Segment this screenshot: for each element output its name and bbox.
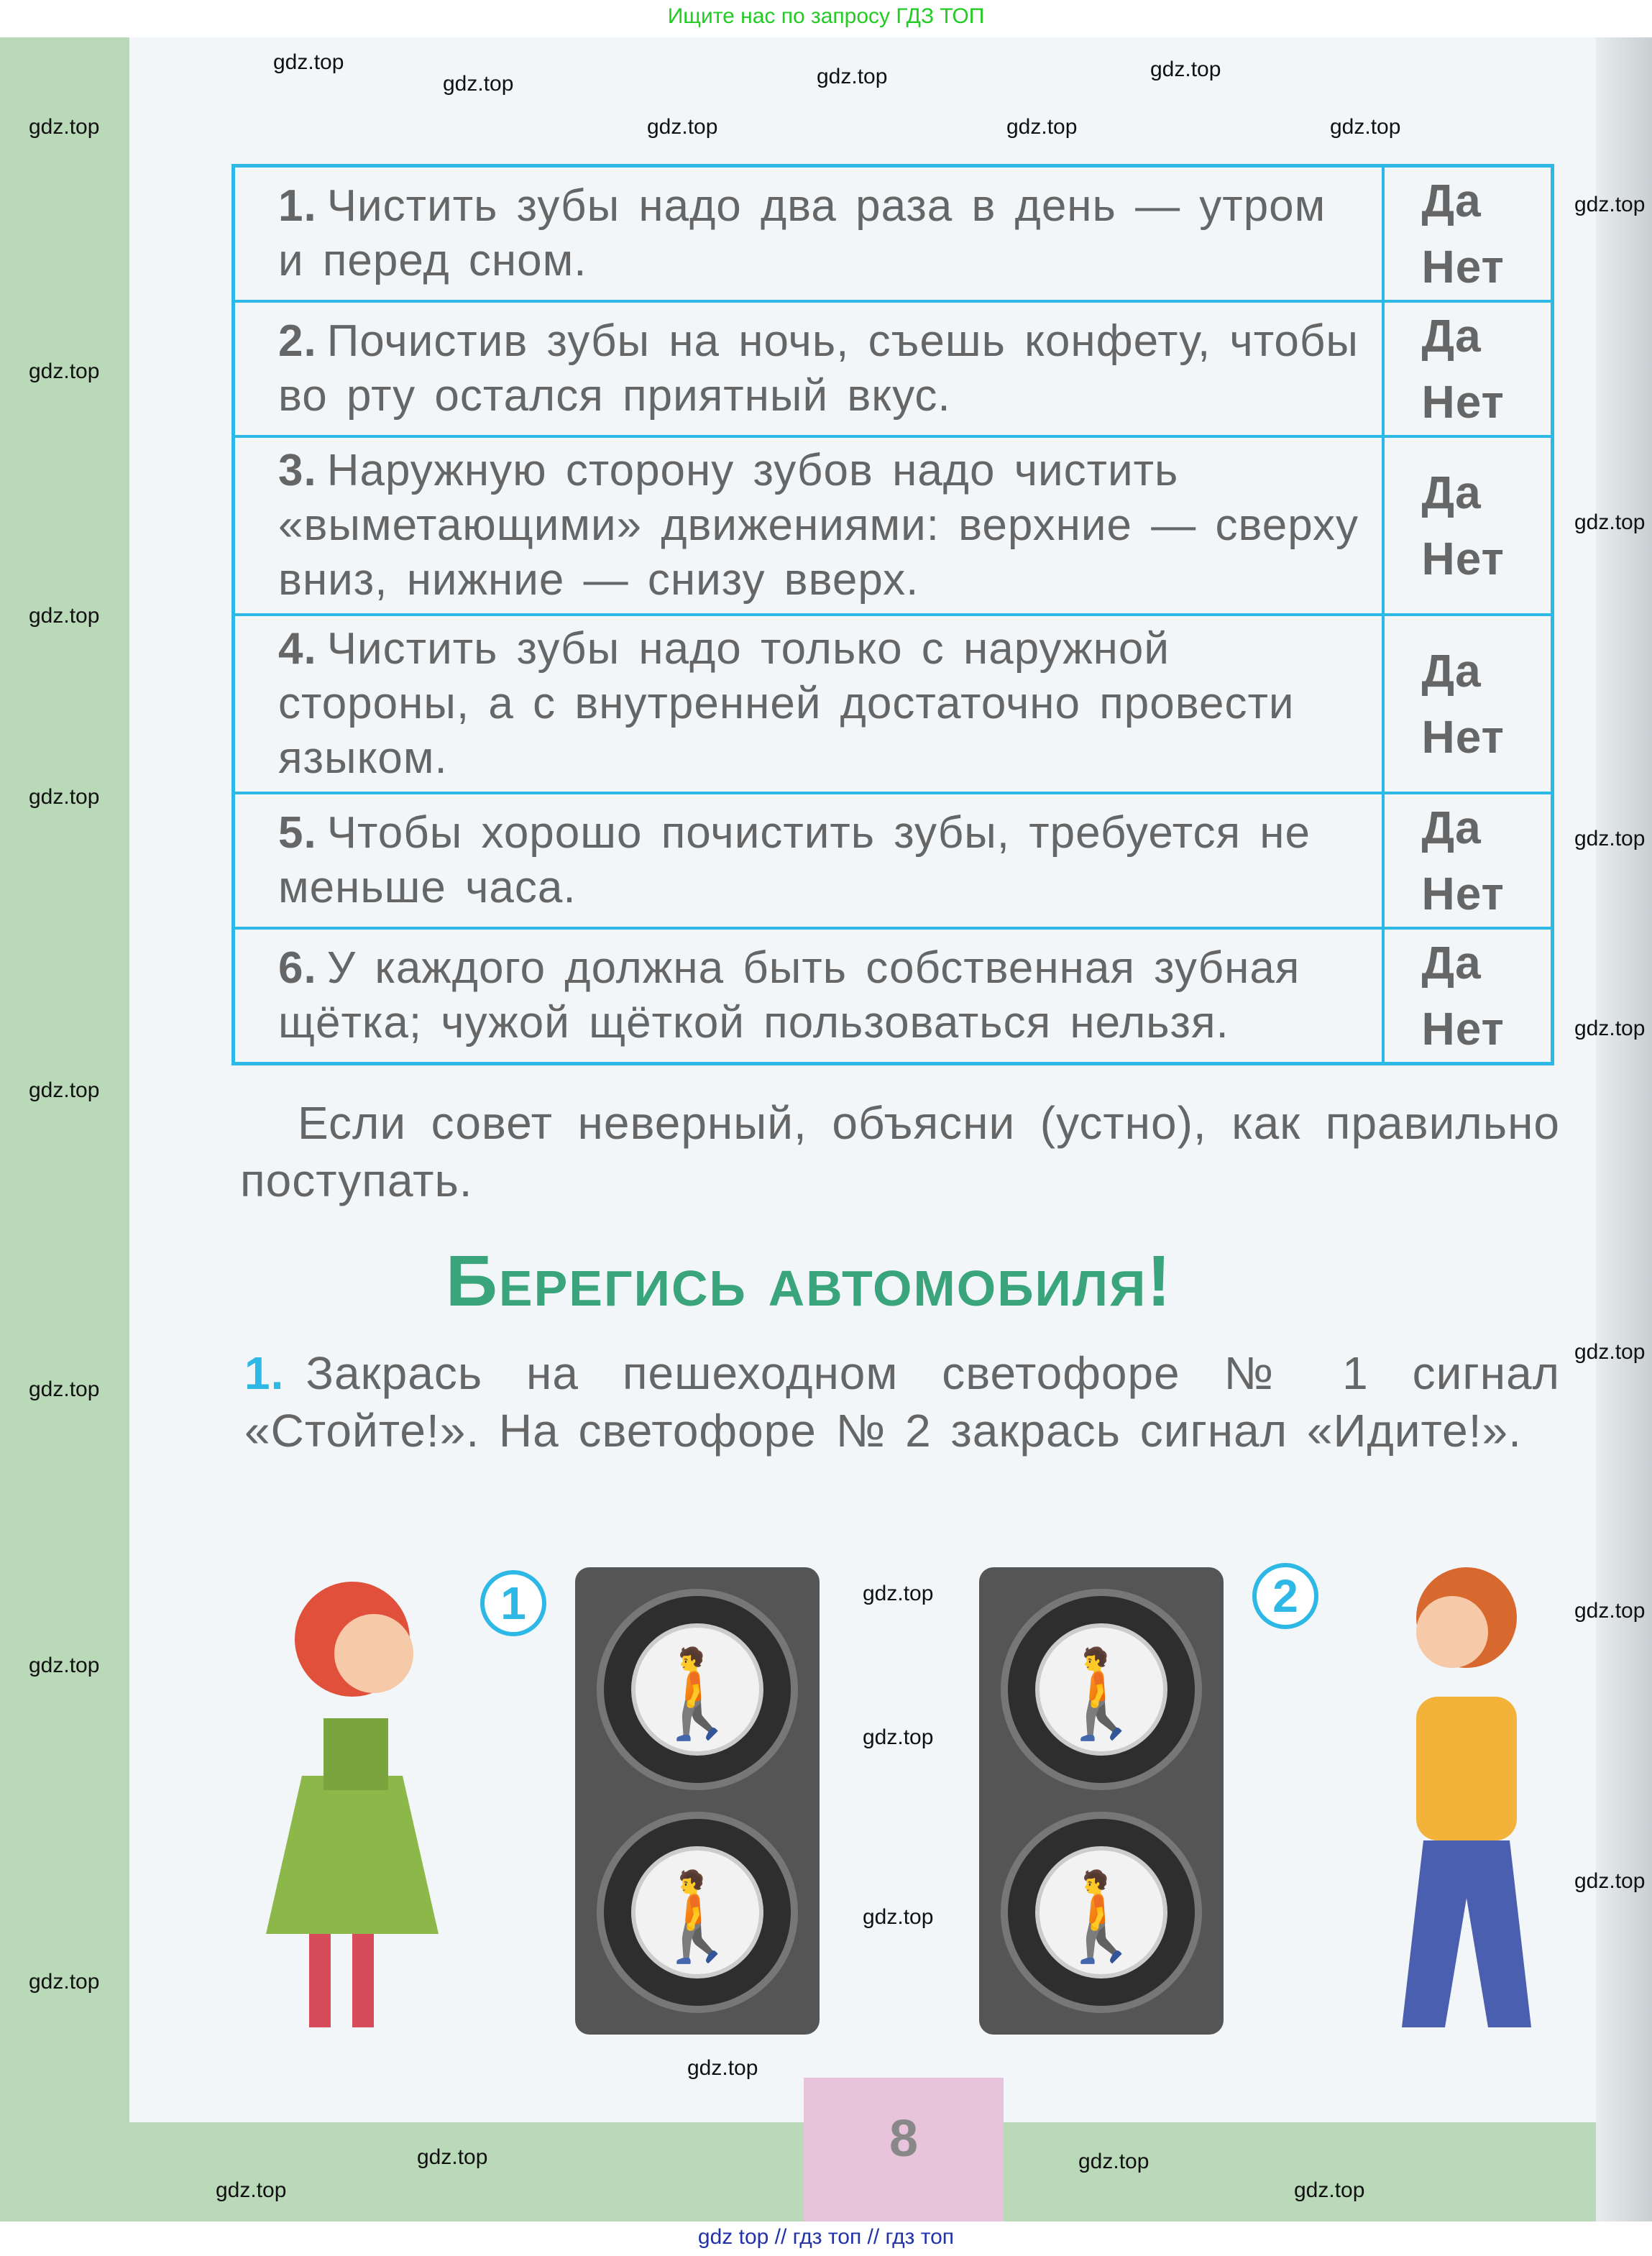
standing-person-icon: 🚶 — [1035, 1623, 1167, 1756]
walking-person-icon: 🚶 — [631, 1846, 763, 1978]
answer-no[interactable]: Нет — [1421, 376, 1505, 428]
table-row — [234, 793, 1553, 928]
answer-no[interactable]: Нет — [1421, 533, 1505, 584]
statement-number: 3. — [278, 446, 317, 495]
statement-text: Чистить зубы надо только с наружной стороны, а с внутренней достаточно провести языком. — [278, 624, 1295, 783]
watermark: gdz.top — [29, 604, 100, 628]
watermark: gdz.top — [29, 115, 100, 139]
statement-cell — [234, 166, 1383, 302]
watermark: gdz.top — [863, 1725, 934, 1749]
statement-number: 2. — [278, 316, 317, 366]
answer-yes[interactable]: Да — [1421, 310, 1482, 362]
statement-number: 6. — [278, 943, 317, 993]
boy-illustration — [1366, 1553, 1567, 2042]
watermark: gdz.top — [1574, 510, 1646, 534]
watermark: gdz.top — [1150, 58, 1221, 81]
task-text: Закрась на пешеходном светофоре № 1 сигнал «Стойте!». На светофоре № 2 закрась сигнал «Идите!». — [244, 1347, 1560, 1457]
task-number: 1. — [244, 1347, 285, 1399]
statement-cell — [234, 615, 1383, 793]
watermark: gdz.top — [1078, 2150, 1149, 2173]
watermark: gdz.top — [29, 1377, 100, 1401]
traffic-light-1 — [575, 1567, 820, 2035]
watermark: gdz.top — [29, 359, 100, 383]
answer-no[interactable]: Нет — [1421, 1003, 1505, 1055]
watermark: gdz.top — [1294, 2178, 1365, 2202]
answer-yes[interactable]: Да — [1421, 802, 1482, 853]
table-row — [234, 615, 1553, 793]
footer-links[interactable]: gdz top // гдз топ // гдз топ — [0, 2221, 1652, 2256]
watermark: gdz.top — [687, 2056, 758, 2080]
light-number-1: 1 — [480, 1570, 546, 1636]
statement-text: Наружную сторону зубов надо чистить «выметающими» движениями: верхние — сверху вниз, нижние — снизу вверх. — [278, 446, 1359, 605]
page-edge — [1596, 37, 1652, 2223]
answer-no[interactable]: Нет — [1421, 868, 1505, 920]
answer-cell — [1383, 166, 1553, 302]
instruction-note: Если совет неверный, объясни (устно), как правильно поступать. — [240, 1097, 1560, 1206]
table-row — [234, 166, 1553, 302]
answer-no[interactable]: Нет — [1421, 711, 1505, 763]
answer-cell — [1383, 793, 1553, 928]
answer-yes[interactable]: Да — [1421, 175, 1482, 226]
statement-cell — [234, 928, 1383, 1064]
watermark: gdz.top — [863, 1905, 934, 1929]
statement-text: У каждого должна быть собственная зубная щётка; чужой щёткой пользоваться нельзя. — [278, 943, 1300, 1047]
watermark: gdz.top — [863, 1582, 934, 1605]
answer-cell — [1383, 301, 1553, 436]
watermark: gdz.top — [1330, 115, 1401, 139]
answer-no[interactable]: Нет — [1421, 241, 1505, 293]
search-banner[interactable]: Ищите нас по запросу ГДЗ ТОП — [0, 0, 1652, 37]
quiz-table — [231, 164, 1554, 1065]
watermark: gdz.top — [443, 72, 514, 96]
answer-cell — [1383, 436, 1553, 615]
watermark: gdz.top — [29, 1970, 100, 1994]
walking-person-icon: 🚶 — [1035, 1846, 1167, 1978]
statement-text: Чистить зубы надо два раза в день — утром и перед сном. — [278, 181, 1326, 285]
watermark: gdz.top — [29, 1654, 100, 1677]
watermark: gdz.top — [1006, 115, 1078, 139]
go-signal-2[interactable] — [1001, 1812, 1202, 2013]
answer-cell — [1383, 615, 1553, 793]
watermark: gdz.top — [417, 2145, 488, 2169]
watermark: gdz.top — [1574, 1017, 1646, 1040]
watermark: gdz.top — [273, 50, 344, 74]
table-row — [234, 301, 1553, 436]
watermark: gdz.top — [647, 115, 718, 139]
standing-person-icon: 🚶 — [631, 1623, 763, 1756]
traffic-light-2 — [979, 1567, 1224, 2035]
watermark: gdz.top — [216, 2178, 287, 2202]
statement-number: 1. — [278, 181, 317, 231]
page-number: 8 — [804, 2078, 1004, 2221]
statement-cell — [234, 793, 1383, 928]
answer-yes[interactable]: Да — [1421, 937, 1482, 989]
go-signal-1[interactable] — [597, 1812, 798, 2013]
content-column — [231, 164, 1560, 1459]
task-1 — [244, 1344, 1560, 1459]
statement-text: Чтобы хорошо почистить зубы, требуется не меньше часа. — [278, 808, 1311, 912]
answer-yes[interactable]: Да — [1421, 467, 1482, 518]
watermark: gdz.top — [29, 1078, 100, 1102]
watermark: gdz.top — [1574, 827, 1646, 850]
answer-yes[interactable]: Да — [1421, 645, 1482, 697]
watermark: gdz.top — [1574, 1869, 1646, 1893]
table-row — [234, 436, 1553, 615]
section-title: Берегись автомобиля! — [446, 1241, 1173, 1321]
watermark: gdz.top — [29, 785, 100, 809]
watermark: gdz.top — [1574, 193, 1646, 216]
statement-cell — [234, 301, 1383, 436]
stop-signal-2[interactable] — [1001, 1589, 1202, 1790]
statement-cell — [234, 436, 1383, 615]
statement-number: 4. — [278, 624, 317, 674]
answer-cell — [1383, 928, 1553, 1064]
statement-text: Почистив зубы на ночь, съешь конфету, чтобы во рту остался приятный вкус. — [278, 316, 1359, 421]
watermark: gdz.top — [1574, 1340, 1646, 1364]
light-number-2: 2 — [1252, 1563, 1318, 1629]
statement-number: 5. — [278, 808, 317, 858]
girl-illustration — [208, 1560, 496, 2042]
stop-signal-1[interactable] — [597, 1589, 798, 1790]
watermark: gdz.top — [1574, 1599, 1646, 1623]
table-row — [234, 928, 1553, 1064]
watermark: gdz.top — [817, 65, 888, 88]
